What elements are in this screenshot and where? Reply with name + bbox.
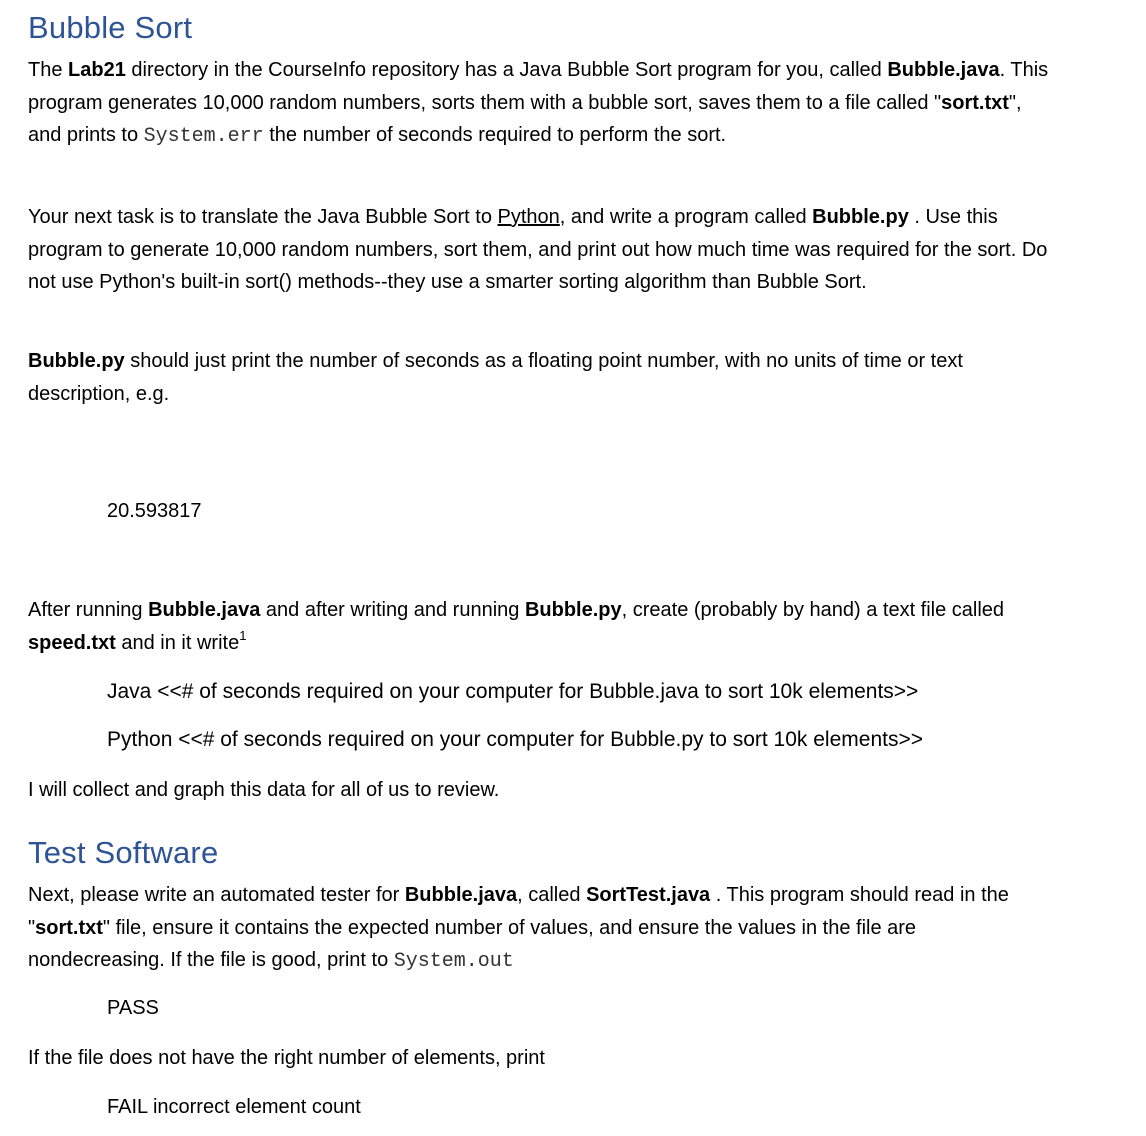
paragraph-task: Your next task is to translate the Java Bubble Sort to Python, and write a program called Bubble.py . Use this program to generate 10,000 random numbers, sort them, and print out how much time was required for the sort. Do not use Python's built-in sort() methods--they use a smarter sorting algorithm than Bubble Sort. xyxy=(28,206,1048,293)
python-line: Python <<# of seconds required on your computer for Bubble.py to sort 10k elements>> xyxy=(107,728,923,751)
example-output: 20.593817 xyxy=(107,500,202,522)
java-line: Java <<# of seconds required on your computer for Bubble.java to sort 10k elements>> xyxy=(107,680,919,703)
section-title-test-software: Test Software xyxy=(28,835,219,870)
paragraph-collect: I will collect and graph this data for all of us to review. xyxy=(28,779,500,801)
paragraph-tester: Next, please write an automated tester for Bubble.java, called SortTest.java . This program should read in the "sort.txt" file, ensure it contains the expected number of values, and ensure the values in the file are nondecreasing. If the file is good, print to System.out xyxy=(28,884,1009,973)
paragraph-speed-file: After running Bubble.java and after writing and running Bubble.py, create (probably by hand) a text file called speed.txt and in it write$^1$ xyxy=(28,599,1005,654)
pass-output: PASS xyxy=(107,997,159,1019)
section-title-bubble-sort: Bubble Sort xyxy=(28,10,193,45)
paragraph-intro: The Lab21 directory in the CourseInfo repository has a Java Bubble Sort program for you, called Bubble.java. This program generates 10,000 random numbers, sorts them with a bubble sort, saves them to a file called "sort.txt", and prints to System.err the number of seconds required to perform the sort. xyxy=(28,59,1049,148)
paragraph-fail-condition: If the file does not have the right number of elements, print xyxy=(28,1047,545,1069)
code-system-err: System.err xyxy=(143,125,264,148)
code-system-out: System.out xyxy=(393,950,514,973)
paragraph-output-format: Bubble.py should just print the number of seconds as a floating point number, with no units of time or text description, e.g. xyxy=(28,350,963,405)
fail-output: FAIL incorrect element count xyxy=(107,1096,361,1118)
python-link[interactable]: Python xyxy=(497,206,560,228)
footnote-marker[interactable]: 1 xyxy=(239,627,247,643)
